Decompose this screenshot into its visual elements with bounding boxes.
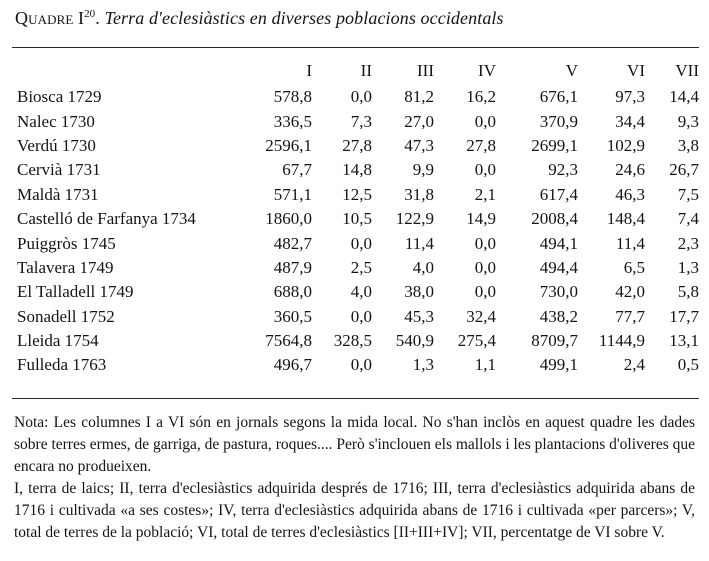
table-cell: 2008,4 bbox=[531, 209, 578, 229]
table-cell: 578,8 bbox=[273, 87, 312, 107]
column-header: III bbox=[417, 60, 434, 80]
bottom-rule bbox=[12, 398, 699, 399]
table-row bbox=[12, 183, 699, 207]
table-cell: 42,0 bbox=[615, 282, 645, 302]
table-cell: 10,5 bbox=[342, 209, 372, 229]
table-cell: 540,9 bbox=[395, 331, 434, 351]
table-row bbox=[12, 158, 699, 182]
table-cell: 1144,9 bbox=[598, 331, 645, 351]
table-cell: 11,4 bbox=[404, 233, 434, 253]
caption-label: Quadre I bbox=[15, 8, 85, 28]
row-label: Biosca 1729 bbox=[17, 87, 102, 107]
table-row bbox=[12, 256, 699, 280]
column-header bbox=[12, 56, 222, 85]
note-paragraph: Nota: Les columnes I a VI són en jornals segons la mida local. No s'han inclòs en aquest quadre les dades sobre terres ermes, de garriga, de pastura, roques.... Però s'inclouen els mallols i les plantacions d'oliveres que encara no produeixen. bbox=[14, 414, 695, 475]
table-cell: 97,3 bbox=[615, 87, 645, 107]
table-cell: 2,4 bbox=[623, 355, 645, 375]
table-cell: 7,4 bbox=[677, 209, 699, 229]
table-cell: 12,5 bbox=[342, 184, 372, 204]
table-cell: 494,1 bbox=[539, 233, 578, 253]
table-cell: 7564,8 bbox=[265, 331, 312, 351]
table-row bbox=[12, 353, 699, 377]
table-cell: 1,1 bbox=[474, 355, 496, 375]
table-cell: 67,7 bbox=[282, 160, 312, 180]
table-cell: 27,0 bbox=[404, 111, 434, 131]
column-header: VI bbox=[627, 60, 645, 80]
column-header: I bbox=[306, 60, 312, 80]
table-cell: 16,2 bbox=[466, 87, 496, 107]
table-cell: 2,5 bbox=[350, 257, 372, 277]
table-cell: 102,9 bbox=[606, 135, 645, 155]
table-cell: 81,2 bbox=[404, 87, 434, 107]
table-cell: 45,3 bbox=[404, 306, 434, 326]
table-cell: 328,5 bbox=[333, 331, 372, 351]
table-row bbox=[12, 207, 699, 231]
table-notes bbox=[14, 412, 695, 544]
table-cell: 148,4 bbox=[606, 209, 645, 229]
table-cell: 92,3 bbox=[548, 160, 578, 180]
table-cell: 0,0 bbox=[474, 233, 496, 253]
table-body bbox=[12, 85, 699, 378]
table-cell: 14,4 bbox=[669, 87, 699, 107]
table-cell: 1,3 bbox=[677, 257, 699, 277]
table-row bbox=[12, 305, 699, 329]
table-cell: 0,0 bbox=[350, 87, 372, 107]
table-cell: 571,1 bbox=[273, 184, 312, 204]
table-cell: 5,8 bbox=[677, 282, 699, 302]
table-cell: 370,9 bbox=[539, 111, 578, 131]
table-cell: 13,1 bbox=[669, 331, 699, 351]
table-cell: 26,7 bbox=[669, 160, 699, 180]
table-cell: 0,0 bbox=[350, 355, 372, 375]
column-header: IV bbox=[478, 60, 496, 80]
table-cell: 688,0 bbox=[273, 282, 312, 302]
table-cell: 34,4 bbox=[615, 111, 645, 131]
table-cell: 0,0 bbox=[474, 282, 496, 302]
table-cell: 2699,1 bbox=[531, 135, 578, 155]
table-cell: 482,7 bbox=[273, 233, 312, 253]
table-cell: 494,4 bbox=[539, 257, 578, 277]
column-header: VII bbox=[675, 60, 699, 80]
row-label: Maldà 1731 bbox=[17, 184, 99, 204]
caption-footnote-ref: 20 bbox=[84, 8, 96, 20]
table-cell: 77,7 bbox=[615, 306, 645, 326]
table-cell: 32,4 bbox=[466, 306, 496, 326]
table-cell: 0,0 bbox=[474, 111, 496, 131]
row-label: Nalec 1730 bbox=[17, 111, 95, 131]
table-cell: 9,3 bbox=[677, 111, 699, 131]
table-cell: 730,0 bbox=[539, 282, 578, 302]
table-cell: 47,3 bbox=[404, 135, 434, 155]
table-caption bbox=[15, 8, 504, 29]
row-label: Puiggròs 1745 bbox=[17, 233, 116, 253]
table-cell: 0,0 bbox=[474, 257, 496, 277]
table-cell: 496,7 bbox=[273, 355, 312, 375]
column-header: V bbox=[565, 60, 578, 80]
row-label: Lleida 1754 bbox=[17, 331, 99, 351]
table-cell: 4,0 bbox=[350, 282, 372, 302]
table-cell: 38,0 bbox=[404, 282, 434, 302]
table-cell: 2,1 bbox=[474, 184, 496, 204]
table-cell: 31,8 bbox=[404, 184, 434, 204]
table-cell: 275,4 bbox=[457, 331, 496, 351]
table-cell: 0,0 bbox=[474, 160, 496, 180]
table-cell: 11,4 bbox=[615, 233, 645, 253]
table-cell: 46,3 bbox=[615, 184, 645, 204]
table-row bbox=[12, 134, 699, 158]
table-row bbox=[12, 109, 699, 133]
data-table bbox=[12, 56, 699, 378]
table-cell: 0,0 bbox=[350, 233, 372, 253]
table-cell: 438,2 bbox=[539, 306, 578, 326]
table-cell: 499,1 bbox=[539, 355, 578, 375]
table-cell: 336,5 bbox=[273, 111, 312, 131]
table-cell: 27,8 bbox=[466, 135, 496, 155]
table-cell: 4,0 bbox=[412, 257, 434, 277]
table-cell: 27,8 bbox=[342, 135, 372, 155]
table-cell: 617,4 bbox=[539, 184, 578, 204]
table-cell: 360,5 bbox=[273, 306, 312, 326]
table-cell: 6,5 bbox=[623, 257, 645, 277]
table-cell: 2596,1 bbox=[265, 135, 312, 155]
table-cell: 676,1 bbox=[539, 87, 578, 107]
note-paragraph: I, terra de laics; II, terra d'eclesiàstics adquirida després de 1716; III, terra d'eclesiàstics adquirida abans de 1716 i cultivada «a ses costes»; IV, terra d'eclesiàstics adquirida abans de 1716 i cultivada «per parcers»; V, total de terres de la població; VI, total de terres d'eclesiàstics [II+III+IV]; VII, percentatge de VI sobre V. bbox=[14, 480, 695, 541]
table-cell: 14,9 bbox=[466, 209, 496, 229]
table-row bbox=[12, 280, 699, 304]
table-cell: 122,9 bbox=[395, 209, 434, 229]
table-row bbox=[12, 329, 699, 353]
table-row bbox=[12, 85, 699, 109]
table-cell: 7,3 bbox=[350, 111, 372, 131]
column-header: II bbox=[360, 60, 372, 80]
table-cell: 2,3 bbox=[677, 233, 699, 253]
row-label: Castelló de Farfanya 1734 bbox=[17, 209, 196, 229]
row-label: El Talladell 1749 bbox=[17, 282, 134, 302]
row-label: Verdú 1730 bbox=[17, 135, 96, 155]
table-cell: 14,8 bbox=[342, 160, 372, 180]
table-cell: 0,5 bbox=[677, 355, 699, 375]
table-cell: 1860,0 bbox=[265, 209, 312, 229]
row-label: Talavera 1749 bbox=[17, 257, 114, 277]
row-label: Cervià 1731 bbox=[17, 160, 101, 180]
table-cell: 3,8 bbox=[677, 135, 699, 155]
caption-title: Terra d'eclesiàstics en diverses poblacions occidentals bbox=[104, 8, 504, 28]
table-cell: 487,9 bbox=[273, 257, 312, 277]
table-row bbox=[12, 231, 699, 255]
table-cell: 9,9 bbox=[412, 160, 434, 180]
table-cell: 8709,7 bbox=[531, 331, 578, 351]
top-rule bbox=[12, 47, 699, 48]
row-label: Fulleda 1763 bbox=[17, 355, 107, 375]
caption-separator: . bbox=[95, 8, 100, 28]
table-cell: 1,3 bbox=[412, 355, 434, 375]
row-label: Sonadell 1752 bbox=[17, 306, 115, 326]
table-cell: 7,5 bbox=[677, 184, 699, 204]
table-cell: 17,7 bbox=[669, 306, 699, 326]
header-row bbox=[12, 56, 699, 85]
table-cell: 0,0 bbox=[350, 306, 372, 326]
table-cell: 24,6 bbox=[615, 160, 645, 180]
